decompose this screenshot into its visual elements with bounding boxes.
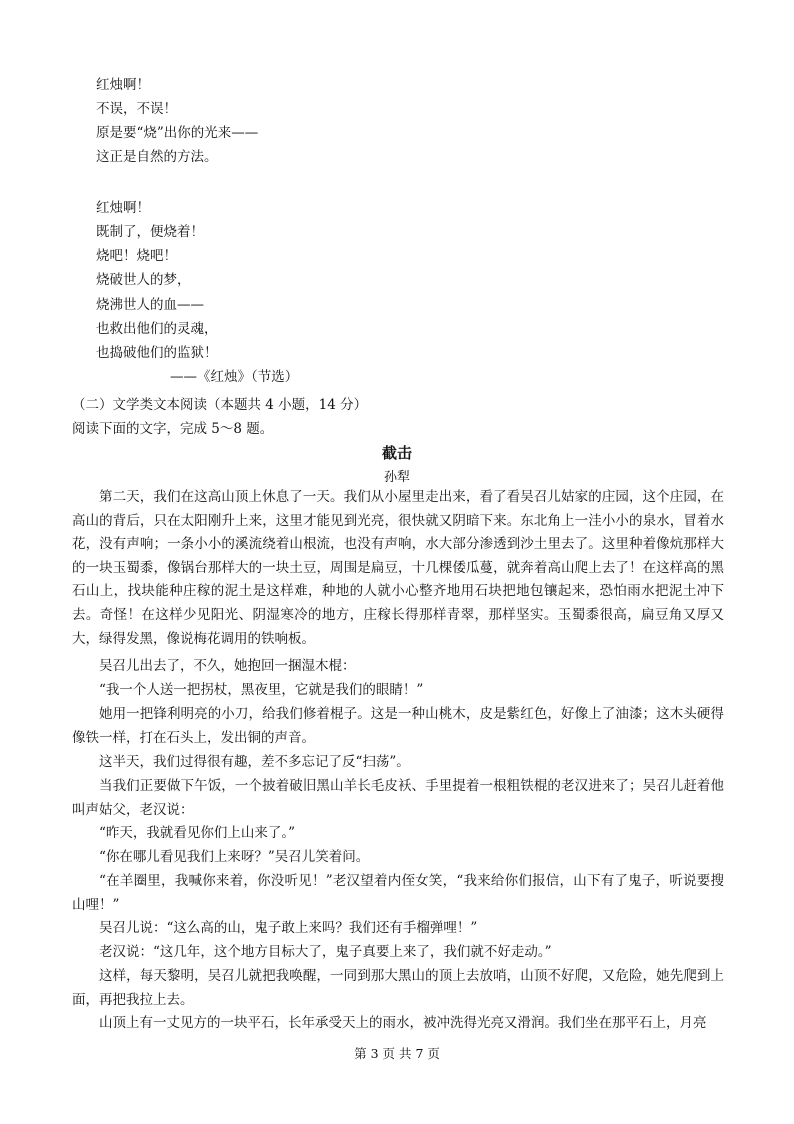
- poem-line: 不误，不误！: [96, 101, 177, 117]
- poem-line: 原是要“烧”出你的光来——: [96, 125, 259, 141]
- poem-source: ——《红烛》（节选）: [170, 369, 299, 385]
- article-author: 孙犁: [383, 470, 410, 485]
- article-paragraph: 吴召儿出去了，不久，她抱回一捆湿木棍：: [99, 658, 356, 674]
- article-paragraph: 山顶上有一丈见方的一块平石，长年承受天上的雨水，被冲洗得光亮又滑润。我们坐在那平石上，月亮: [99, 1015, 707, 1031]
- section-heading: （二）文学类文本阅读（本题共 4 小题，14 分）: [72, 397, 368, 413]
- poem-line: 烧破世人的梦，: [96, 272, 191, 288]
- article-paragraph: 老汉说：“这几年，这个地方目标大了，鬼子真要上来了，我们就不好走动。”: [99, 944, 552, 960]
- article-paragraph: 这样，每天黎明，吴召儿就把我唤醒，一同到那大黑山的顶上去放哨，山顶不好爬，又危险，她先爬到上面，再把我拉上去。: [72, 968, 724, 1008]
- article-paragraph: 第二天，我们在这高山顶上休息了一天。我们从小屋里走出来，看了看吴召儿姑家的庄园，这个庄园，在高山的背后，只在太阳刚升上来，这里才能见到光亮，很快就又阴暗下来。东北角上一洼小小的泉水，冒着水花，没有声响；一条小小的溪流绕着山根流，也没有声响，水大部分渗透到沙土里去了。这里种着像炕那样大的一块玉蜀黍，像锅台那样大的一块土豆，周围是扁豆，十几棵倭瓜蔓，就奔着高山爬上去了！在这样高的黑石山上，找块能种庄稼的泥土是这样难，种地的人就小心整齐地用石块把地包镶起来，恐怕雨水把泥土冲下去。奇怪！在这样少见阳光、阴湿寒冷的地方，庄稼长得那样青翠，那样坚实。玉蜀黍很高，扁豆角又厚又大，绿得发黑，像说梅花调用的铁响板。: [72, 489, 724, 647]
- poem-line: 红烛啊！: [96, 77, 150, 93]
- poem-line: 既制了，便烧着！: [96, 224, 204, 240]
- page-number: 第 3 页 共 7 页: [354, 1046, 440, 1061]
- poem-line: 也救出他们的灵魂，: [96, 321, 218, 337]
- article-title: 截击: [381, 444, 412, 462]
- article-paragraph: “你在哪儿看见我们上来呀？”吴召儿笑着问。: [99, 849, 370, 865]
- poem-line: 红烛啊！: [96, 200, 150, 216]
- section-instruction: 阅读下面的文字，完成 5～8 题。: [72, 421, 274, 437]
- poem-line: 烧吧！烧吧！: [96, 248, 177, 264]
- article-paragraph: 这半天，我们过得很有趣，差不多忘记了反“扫荡”。: [99, 754, 410, 770]
- poem-line: 也捣破他们的监狱！: [96, 345, 218, 361]
- article-paragraph: “在羊圈里，我喊你来着，你没听见！”老汉望着内侄女笑，“我来给你们报信，山下有了鬼子，听说要搜山哩！”: [72, 873, 724, 913]
- article-paragraph: 她用一把锋利明亮的小刀，给我们修着棍子。这是一种山桃木，皮是紫红色，好像上了油漆；这木头硬得像铁一样，打在石头上，发出铜的声音。: [72, 706, 724, 746]
- article-paragraph: 当我们正要做下午饭，一个披着破旧黑山羊长毛皮袄、手里提着一根粗铁棍的老汉进来了；吴召儿赶着他叫声姑父，老汉说：: [72, 778, 724, 818]
- poem-line: 这正是自然的方法。: [96, 149, 218, 165]
- article-paragraph: 吴召儿说：“这么高的山，鬼子敢上来吗？我们还有手榴弹哩！”: [99, 920, 478, 936]
- article-paragraph: “昨天，我就看见你们上山来了。”: [99, 825, 296, 841]
- article-paragraph: “我一个人送一把拐杖，黑夜里，它就是我们的眼睛！”: [99, 682, 424, 698]
- poem-line: 烧沸世人的血——: [96, 297, 204, 313]
